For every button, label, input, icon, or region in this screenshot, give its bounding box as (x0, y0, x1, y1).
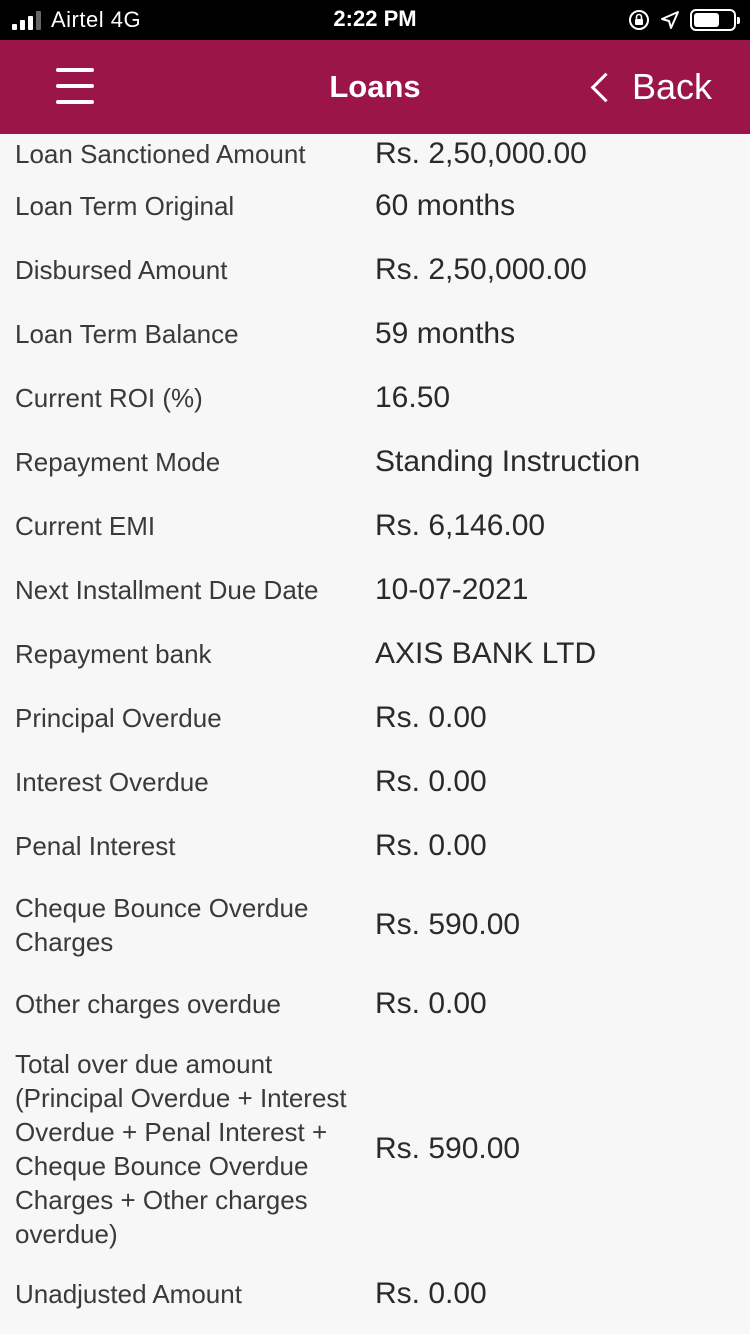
status-right (628, 6, 736, 34)
detail-label: Loan Term Original (15, 191, 235, 221)
detail-label: Cheque Bounce Overdue Charges (15, 893, 309, 957)
detail-value: AXIS BANK LTD (375, 637, 597, 670)
detail-label: Loan Sanctioned Amount (15, 139, 306, 169)
detail-label: Penal Interest (15, 831, 176, 861)
detail-label: Repayment bank (15, 639, 212, 669)
detail-label: Disbursed Amount (15, 255, 228, 285)
detail-value: 10-07-2021 (375, 573, 529, 606)
carrier-name: Airtel 4G (51, 7, 142, 32)
detail-value: Rs. 0.00 (375, 701, 487, 734)
detail-row (0, 750, 750, 814)
detail-value: Rs. 590.00 (375, 908, 521, 941)
detail-value: Rs. 0.00 (375, 765, 487, 798)
location-arrow-icon (660, 10, 680, 30)
detail-row (0, 134, 750, 174)
detail-row (0, 686, 750, 750)
back-label: Back (631, 66, 712, 107)
detail-row (0, 1036, 750, 1262)
loan-details-list (0, 134, 750, 1334)
detail-value: 59 months (375, 317, 516, 350)
detail-row (0, 302, 750, 366)
detail-value: 16.50 (375, 381, 451, 414)
detail-value: Rs. 0.00 (375, 829, 487, 862)
orientation-lock-icon (628, 9, 650, 31)
detail-row (0, 174, 750, 238)
chevron-left-icon (591, 72, 621, 102)
detail-value: Rs. 2,50,000.00 (375, 137, 587, 170)
detail-row (0, 1262, 750, 1326)
detail-label: Loan Term Balance (15, 319, 239, 349)
detail-label: Principal Overdue (15, 703, 222, 733)
detail-value: Rs. 0.00 (375, 1277, 487, 1310)
detail-row (0, 366, 750, 430)
detail-value: Rs. 6,146.00 (375, 509, 546, 542)
detail-label: Repayment Mode (15, 447, 221, 477)
detail-label: Next Installment Due Date (15, 575, 319, 605)
detail-value: Rs. 2,50,000.00 (375, 253, 587, 286)
detail-value: Rs. 590.00 (375, 1132, 521, 1165)
detail-row (0, 558, 750, 622)
detail-label: Other charges overdue (15, 989, 281, 1019)
back-button[interactable] (585, 40, 712, 134)
app-header (0, 40, 750, 134)
status-time: 2:22 PM (333, 6, 417, 31)
status-bar (0, 0, 750, 40)
detail-value: Rs. 0.00 (375, 987, 487, 1020)
detail-row (0, 238, 750, 302)
detail-label: Interest Overdue (15, 767, 209, 797)
detail-label: Unadjusted Amount (15, 1279, 242, 1309)
detail-row (0, 494, 750, 558)
detail-label: Current ROI (%) (15, 383, 203, 413)
detail-row (0, 878, 750, 972)
detail-label: Current EMI (15, 511, 156, 541)
detail-value: Standing Instruction (375, 445, 641, 478)
detail-row (0, 814, 750, 878)
detail-value: 60 months (375, 189, 516, 222)
page-title: Loans (329, 69, 421, 104)
battery-icon (690, 9, 736, 31)
detail-row (0, 622, 750, 686)
battery-fill (694, 13, 719, 27)
detail-row (0, 430, 750, 494)
detail-label: Total over due amount (Principal Overdue + Interest Overdue + Penal Interest + Cheque Bounce Overdue Charges + Other charges overdue) (15, 1049, 347, 1249)
detail-row (0, 972, 750, 1036)
